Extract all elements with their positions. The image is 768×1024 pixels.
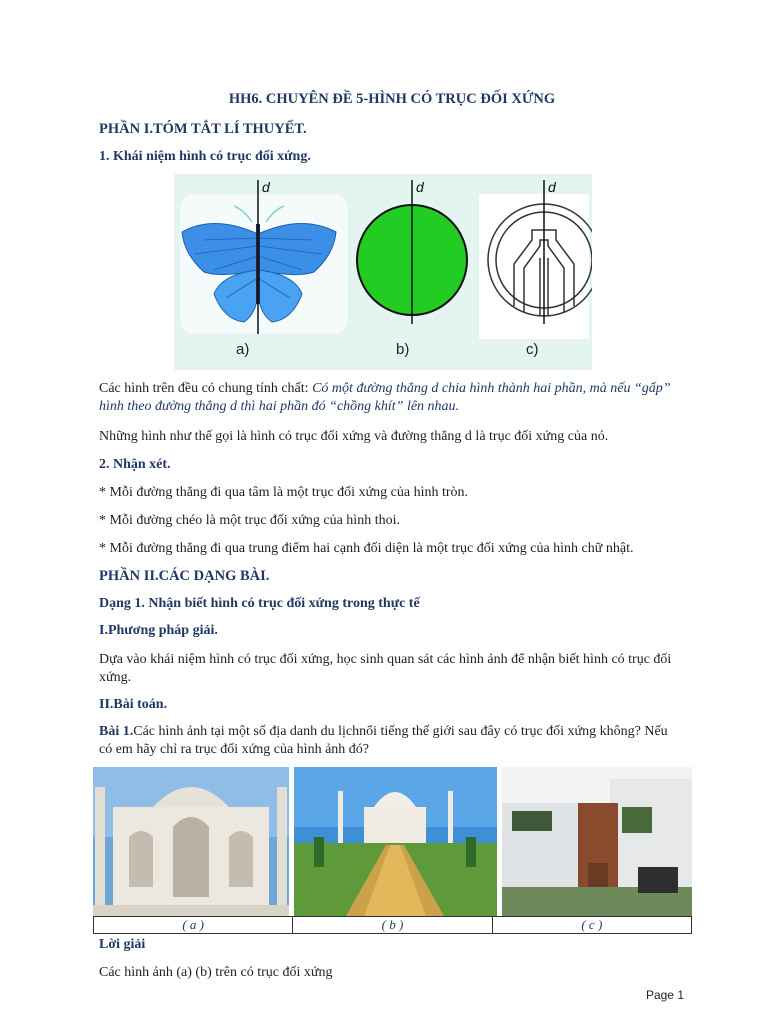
photo-caption-row bbox=[93, 916, 692, 934]
photo-c bbox=[502, 767, 692, 916]
symbol-panel bbox=[479, 194, 589, 339]
axis-label-a: d bbox=[262, 179, 270, 195]
axis-label-b: d bbox=[416, 179, 424, 195]
photo-table bbox=[93, 767, 692, 935]
bai1-line-2: có em hãy chỉ ra trục đối xứng của hình ảnh đó? bbox=[99, 742, 369, 757]
note-rectangle: * Mỗi đường thẳng đi qua trung điểm hai cạnh đối diện là một trục đối xứng của hình chữ nhật. bbox=[99, 541, 634, 556]
symmetry-figure bbox=[174, 174, 592, 370]
caption-c: c) bbox=[526, 341, 539, 358]
bai1-text bbox=[99, 723, 699, 759]
part2-heading: PHẦN II.CÁC DẠNG BÀI. bbox=[99, 568, 270, 584]
axis-label-c: d bbox=[548, 179, 556, 195]
method-line-2: xứng. bbox=[99, 670, 132, 685]
section2-heading: 2. Nhận xét. bbox=[99, 457, 171, 472]
method-line-1: Dựa vào khái niệm hình có trục đối xứng, học sinh quan sát các hình ảnh để nhận biết hình có trục đối bbox=[99, 652, 672, 667]
solution-text: Các hình ảnh (a) (b) trên có trục đối xứng bbox=[99, 965, 333, 980]
part1-heading: PHẦN I.TÓM TẮT LÍ THUYẾT. bbox=[99, 121, 307, 137]
note-rhombus: * Mỗi đường chéo là một trục đối xứng của hình thoi. bbox=[99, 513, 400, 528]
symmetry-figure-svg bbox=[174, 174, 592, 370]
problems-heading: II.Bài toán. bbox=[99, 697, 168, 712]
method-heading: I.Phương pháp giải. bbox=[99, 623, 218, 638]
caption-a: a) bbox=[236, 341, 250, 358]
page-number: Page 1 bbox=[645, 988, 684, 1002]
photo-a bbox=[93, 767, 289, 916]
caption-b: b) bbox=[396, 341, 410, 358]
photo-b bbox=[294, 767, 497, 916]
section1-heading: 1. Khái niệm hình có trục đối xứng. bbox=[99, 149, 311, 164]
photo-caption-a: ( a ) bbox=[94, 917, 293, 933]
bai1-label: Bài 1. bbox=[99, 724, 134, 739]
method-text bbox=[99, 651, 699, 687]
dang1-heading: Dạng 1. Nhận biết hình có trục đối xứng trong thực tế bbox=[99, 596, 420, 611]
property-text: Các hình trên đều có chung tính chất: bbox=[99, 381, 313, 396]
solution-heading: Lời giải bbox=[99, 937, 146, 952]
property-italic-1: Có một đường thẳng d chia hình thành hai phần, mà nếu “gấp” bbox=[312, 381, 671, 396]
photo-caption-c: ( c ) bbox=[581, 917, 603, 932]
bai1-line-1: Các hình ảnh tại một số địa danh du lịchnổi tiếng thế giới sau đây có trục đối xứng không? Nếu bbox=[133, 724, 668, 739]
note-circle: * Mỗi đường thẳng đi qua tâm là một trục đối xứng của hình tròn. bbox=[99, 485, 469, 500]
paragraph-definition: Những hình như thế gọi là hình có trục đối xứng và đường thẳng d là trục đối xứng của nó. bbox=[99, 429, 609, 444]
paragraph-property bbox=[99, 380, 689, 416]
property-italic-2: hình theo đường thẳng d thì hai phần đó “chồng khít” lên nhau. bbox=[99, 399, 460, 414]
photo-caption-b: ( b ) bbox=[293, 917, 492, 933]
document-title: HH6. CHUYÊN ĐỀ 5-HÌNH CÓ TRỤC ĐỐI XỨNG bbox=[228, 91, 556, 107]
